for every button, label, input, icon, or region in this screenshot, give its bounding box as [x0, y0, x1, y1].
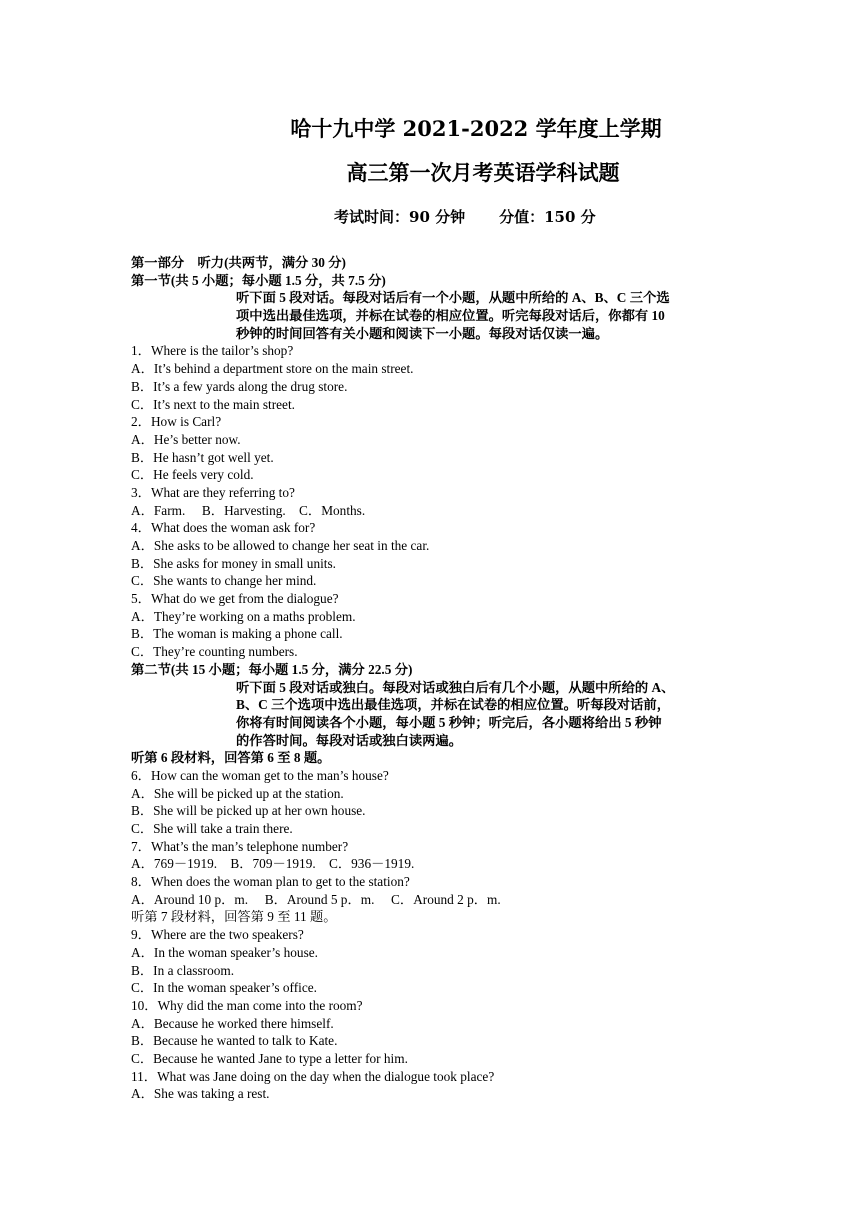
option-line: A．Around 10 p．m. B．Around 5 p．m. C．Around 2 p．m.: [131, 891, 501, 907]
exam-content: [131, 254, 731, 1103]
option-line: C．She wants to change her mind.: [131, 573, 317, 589]
option-line: B．The woman is making a phone call.: [131, 626, 343, 642]
question-line: 7．What’s the man’s telephone number?: [131, 838, 349, 854]
option-line: A．769－1919. B．709－1919. C．936－1919.: [131, 856, 415, 872]
option-line: B．In a classroom.: [131, 962, 235, 978]
option-line: C．It’s next to the main street.: [131, 396, 295, 412]
option-line: A．In the woman speaker’s house.: [131, 944, 318, 960]
question-line: 1．Where is the tailor’s shop?: [131, 343, 294, 359]
option-line: A．She was taking a rest.: [131, 1086, 270, 1102]
section1-heading: 第一节(共 5 小题；每小题 1.5 分，共 7.5 分): [131, 272, 386, 288]
instruction-line: 项中选出最佳选项，并标在试卷的相应位置。听完每段对话后，你都有 10: [236, 308, 665, 324]
option-line: A．They’re working on a maths problem.: [131, 608, 356, 624]
option-line: A．Because he worked there himself.: [131, 1015, 334, 1031]
exam-title-line2: 高三第一次月考英语学科试题: [346, 160, 620, 185]
option-line: B．It’s a few yards along the drug store.: [131, 378, 348, 394]
question-line: 3．What are they referring to?: [131, 484, 295, 500]
option-line: A．It’s behind a department store on the main street.: [131, 361, 414, 377]
exam-meta: [334, 205, 596, 229]
instruction-line: B、C 三个选项中选出最佳选项，并标在试卷的相应位置。听每段对话前，: [236, 697, 670, 713]
option-line: B．Because he wanted to talk to Kate.: [131, 1033, 338, 1049]
question-line: 4．What does the woman ask for?: [131, 520, 316, 536]
option-line: C．Because he wanted Jane to type a letter for him.: [131, 1050, 408, 1066]
part-heading: 第一部分 听力(共两节，满分 30 分): [131, 255, 346, 270]
option-line: C．They’re counting numbers.: [131, 644, 298, 660]
option-line: C．In the woman speaker’s office.: [131, 980, 317, 996]
question-line: 5．What do we get from the dialogue?: [131, 591, 339, 607]
exam-time: 考试时间：90 分钟: [334, 208, 466, 226]
section2-heading: 第二节(共 15 小题；每小题 1.5 分，满分 22.5 分): [131, 661, 413, 677]
option-line: B．She asks for money in small units.: [131, 555, 336, 571]
exam-score: 分值：150 分: [499, 208, 596, 226]
option-line: C．She will take a train there.: [131, 821, 293, 836]
instruction-line: 秒钟的时间回答有关小题和阅读下一小题。每段对话仅读一遍。: [236, 325, 609, 341]
question-line: 10．Why did the man come into the room?: [131, 997, 363, 1013]
instruction-line: 听下面 5 段对话或独白。每段对话或独白后有几个小题，从题中所给的 A、: [236, 679, 675, 695]
instruction-line: 你将有时间阅读各个小题，每小题 5 秒钟；听完后，各小题将给出 5 秒钟: [236, 714, 662, 730]
option-line: A．He’s better now.: [131, 431, 241, 447]
option-line: C．He feels very cold.: [131, 467, 254, 483]
exam-title-line1: 哈十九中学 2021-2022 学年度上学期: [290, 116, 662, 141]
question-line: 9．Where are the two speakers?: [131, 927, 304, 943]
question-line: 8．When does the woman plan to get to the station?: [131, 874, 410, 890]
question-line: 6．How can the woman get to the man’s house?: [131, 767, 389, 783]
option-line: A．She asks to be allowed to change her seat in the car.: [131, 538, 430, 553]
section1-instructions: [131, 289, 731, 342]
option-line: A．Farm. B．Harvesting. C．Months.: [131, 502, 366, 518]
question-line: 2．How is Carl?: [131, 414, 222, 430]
section2-instructions: [131, 679, 731, 750]
instruction-line: 听下面 5 段对话。每段对话后有一个小题，从题中所给的 A、B、C 三个选: [236, 290, 670, 306]
instruction-line: 的作答时间。每段对话或独白读两遍。: [236, 732, 463, 748]
option-line: B．He hasn’t got well yet.: [131, 449, 274, 465]
option-line: A．She will be picked up at the station.: [131, 785, 344, 801]
material6-heading: 听第 6 段材料，回答第 6 至 8 题。: [131, 750, 331, 766]
material7-heading: 听第 7 段材料，回答第 9 至 11 题。: [131, 909, 337, 925]
question-line: 11．What was Jane doing on the day when the dialogue took place?: [131, 1068, 495, 1084]
option-line: B．She will be picked up at her own house.: [131, 803, 366, 819]
